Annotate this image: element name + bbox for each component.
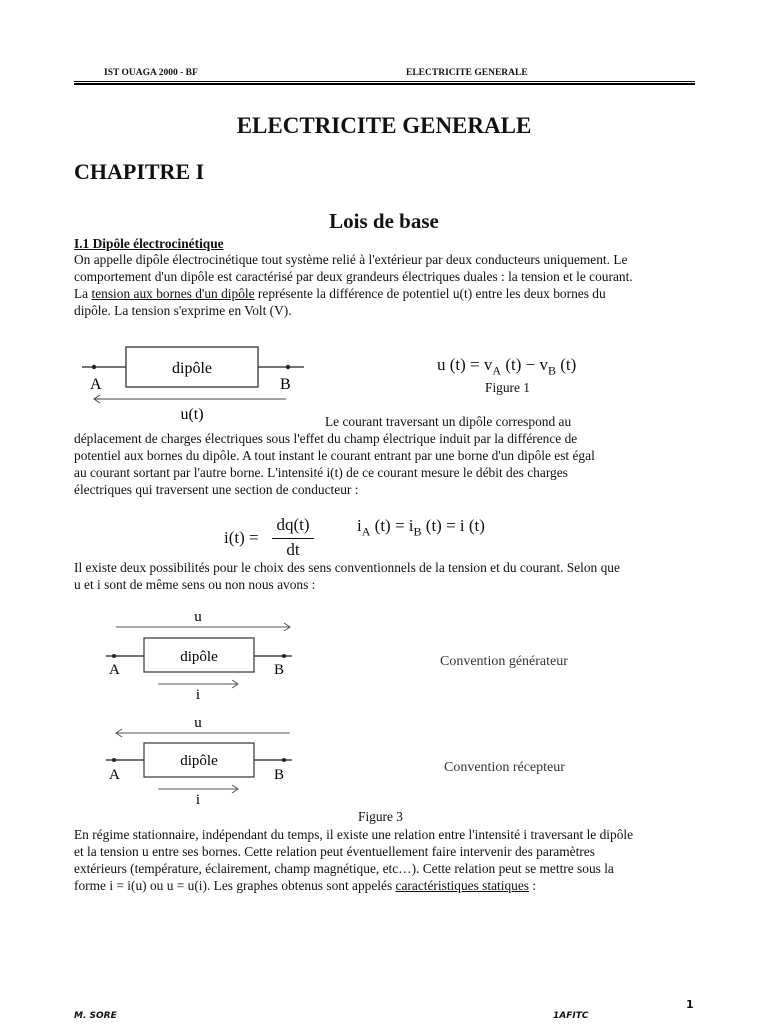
para1-line: On appelle dipôle électrocinétique tout système relié à l'extérieur par deux conducteurs uniquement. Le	[74, 252, 628, 267]
equation-current-equality	[357, 516, 485, 539]
para4-line	[74, 877, 695, 894]
subsection-heading: I.1 Dipôle électrocinétique	[74, 236, 224, 251]
gen-terminal-a-label: A	[109, 662, 120, 678]
para4-text: forme i = i(u) ou u = u(i). Les graphes obtenus sont appelés	[74, 878, 396, 893]
header-right: ELECTRICITE GENERALE	[406, 68, 528, 78]
equation-current-lhs: i(t) =	[224, 528, 259, 547]
gen-terminal-a-dot	[112, 654, 116, 658]
voltage-label: u(t)	[180, 406, 204, 423]
paragraph-2	[74, 430, 695, 498]
gen-dipole-label: dipôle	[180, 649, 218, 665]
para2-line: potentiel aux bornes du dipôle. A tout instant le courant entrant par une borne d'un dipôle est égal	[74, 448, 595, 463]
rec-terminal-b-label: B	[274, 767, 285, 783]
para4-line: En régime stationnaire, indépendant du temps, il existe une relation entre l'intensité i traversant le dipôle	[74, 827, 634, 842]
eq1-part: (t) − v	[501, 355, 548, 374]
para1-line: dipôle. La tension s'exprime en Volt (V).	[74, 303, 292, 318]
para2-line: au courant sortant par l'autre borne. L'intensité i(t) de ce courant mesure le débit des charges	[74, 465, 568, 480]
para4-line: et la tension u entre ses bornes. Cette relation peut éventuellement faire intervenir des paramètres	[74, 844, 595, 859]
gen-terminal-b-dot	[282, 654, 286, 658]
para1-line: comportement d'un dipôle est caractérisé par deux grandeurs électriques duales : la tension et le courant.	[74, 269, 633, 284]
terminal-a-label: A	[90, 376, 102, 393]
equation-voltage	[437, 355, 576, 378]
terminal-a-dot	[92, 365, 96, 369]
terminal-b-dot	[286, 365, 290, 369]
para1-underlined-term: tension aux bornes d'un dipôle	[91, 286, 255, 301]
eq2-sub-a: A	[361, 524, 371, 539]
para1-text: La	[74, 286, 92, 301]
para2-line: déplacement de charges électriques sous l'effet du champ électrique induit par la différence de	[74, 431, 578, 446]
chapter-heading: CHAPITRE I	[74, 159, 205, 184]
eq2-part: i	[357, 516, 362, 535]
header-rule-thick	[74, 83, 695, 85]
para1-text: représente la différence de potentiel u(t) entre les deux bornes du	[254, 286, 606, 301]
eq1-part: u (t) = v	[437, 355, 493, 374]
para2-line-first: Le courant traversant un dipôle correspond au	[325, 414, 572, 429]
rec-terminal-a-label: A	[109, 767, 120, 783]
equation-current-denominator: dt	[286, 540, 300, 559]
eq1-sub-b: B	[547, 363, 556, 378]
dipole-diagram-fig1	[78, 340, 318, 425]
figure-1-caption: Figure 1	[485, 380, 531, 395]
header-rule-thin	[74, 81, 695, 82]
eq2-sub-b: B	[413, 524, 422, 539]
fraction-bar	[272, 538, 314, 539]
paragraph-1	[74, 251, 695, 319]
header-left: IST OUAGA 2000 - BF	[104, 68, 198, 78]
terminal-b-label: B	[280, 376, 291, 393]
paragraph-3	[74, 559, 695, 593]
equation-current-numerator: dq(t)	[276, 515, 310, 534]
para4-text: :	[529, 878, 537, 893]
para3-line: Il existe deux possibilités pour le choix des sens conventionnels de la tension et du courant. Selon que	[74, 560, 620, 575]
para1-line	[74, 285, 695, 302]
figure-3-caption: Figure 3	[358, 809, 404, 824]
page-number: 1	[686, 998, 694, 1011]
rec-terminal-a-dot	[112, 758, 116, 762]
convention-diagrams-fig3	[100, 605, 300, 805]
convention-recepteur-label: Convention récepteur	[444, 760, 565, 775]
para4-underlined-term: caractéristiques statiques	[395, 878, 530, 893]
rec-dipole-label: dipôle	[180, 753, 218, 769]
para3-line: u et i sont de même sens ou non nous avons :	[74, 577, 316, 592]
dipole-label: dipôle	[172, 360, 212, 377]
page-title: ELECTRICITE GENERALE	[236, 113, 532, 138]
eq2-part: (t) = i (t)	[421, 516, 485, 535]
paragraph-4	[74, 826, 695, 894]
gen-terminal-b-label: B	[274, 662, 285, 678]
convention-generateur-label: Convention générateur	[440, 654, 568, 669]
rec-i-label: i	[195, 792, 201, 805]
rec-u-label: u	[194, 715, 202, 731]
rec-terminal-b-dot	[282, 758, 286, 762]
gen-i-label: i	[195, 687, 201, 703]
eq1-sub-a: A	[492, 363, 502, 378]
footer-author: M. SORE	[74, 1011, 117, 1021]
para4-line: extérieurs (température, éclairement, champ magnétique, etc…). Cette relation peut se mettre sous la	[74, 861, 614, 876]
gen-u-label: u	[194, 609, 202, 625]
section-heading: Lois de base	[329, 209, 439, 233]
eq1-part: (t)	[555, 355, 577, 374]
eq2-part: (t) = i	[370, 516, 414, 535]
footer-code: 1AFITC	[553, 1011, 589, 1021]
para2-line: électriques qui traversent une section de conducteur :	[74, 482, 359, 497]
